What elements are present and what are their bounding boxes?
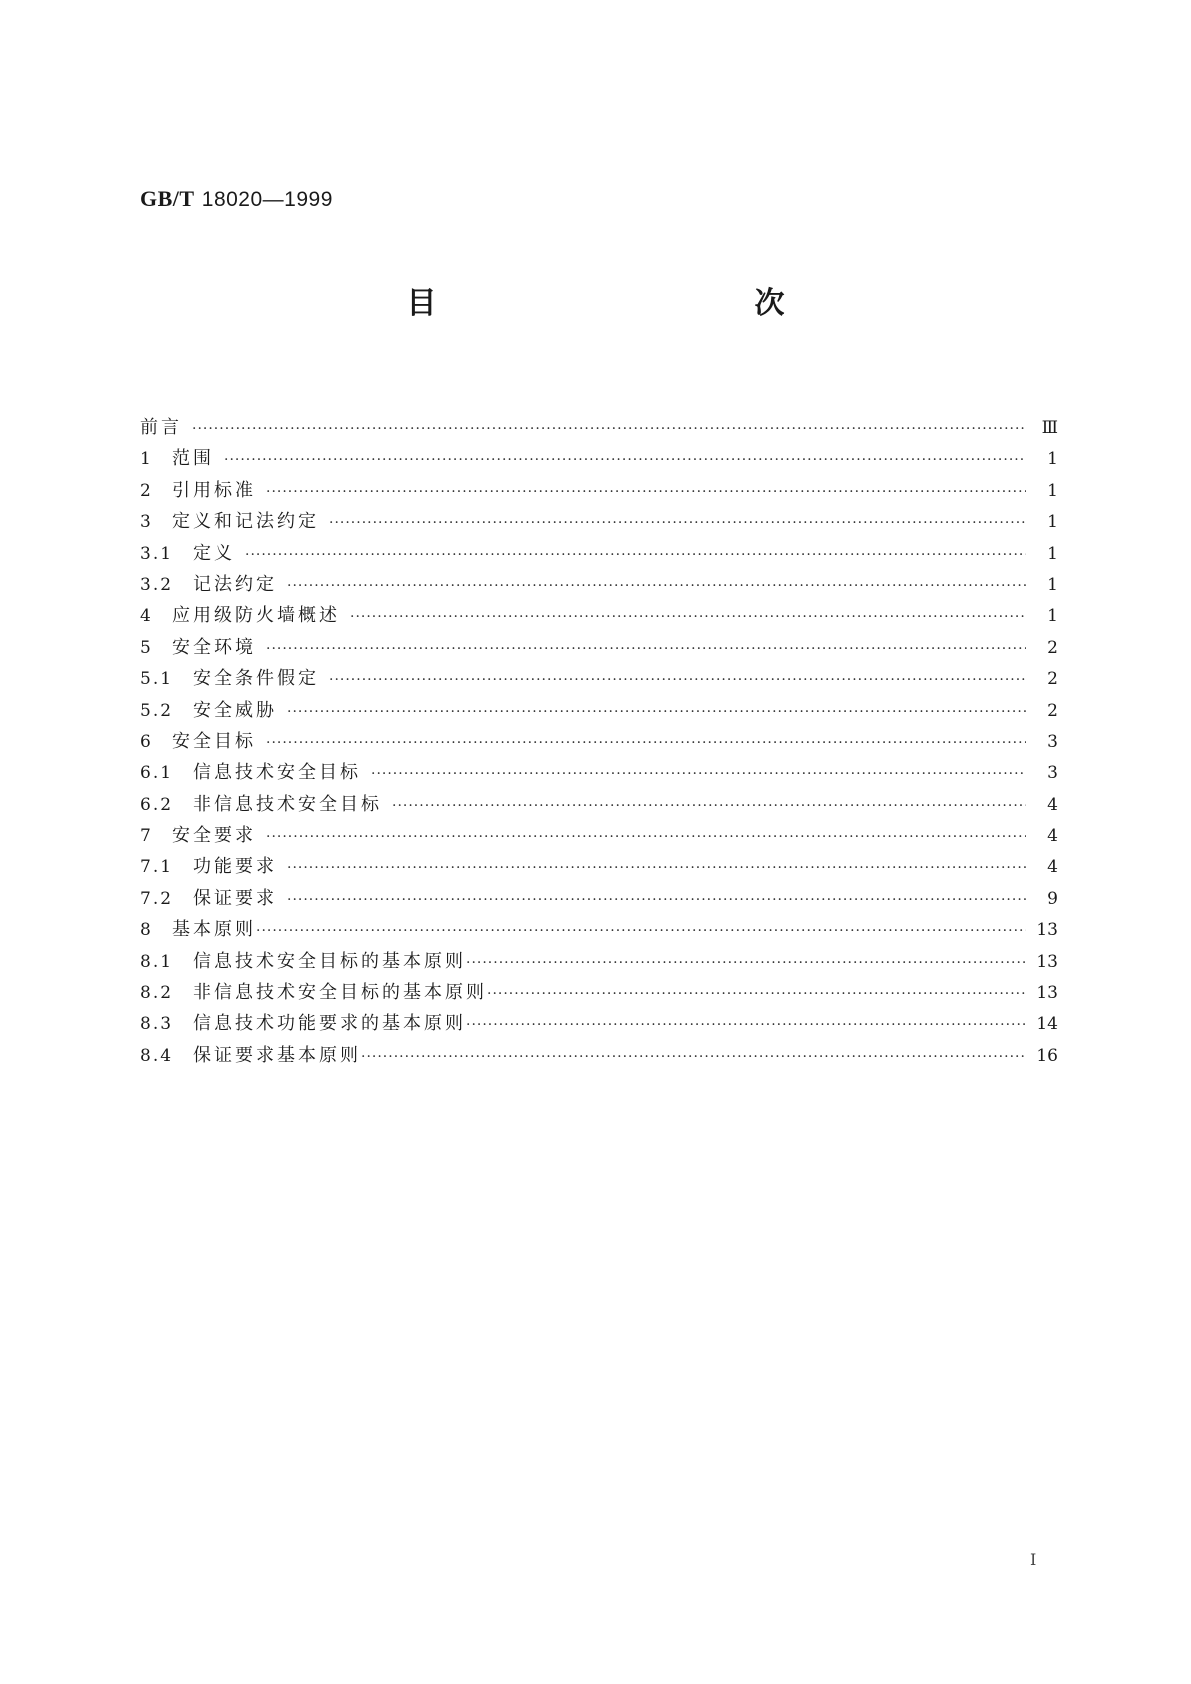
toc-entry-page: 14: [1036, 1014, 1058, 1035]
toc-entry-page: 1: [1047, 512, 1058, 533]
toc-entry-page: 1: [1047, 480, 1058, 501]
toc-entry-number: 4: [140, 606, 153, 627]
toc-entry[interactable]: [140, 506, 1058, 537]
toc-entry-label: 非信息技术安全目标的基本原则: [193, 982, 487, 1004]
toc-dot-leader: [266, 822, 1026, 853]
toc-dot-leader: [266, 728, 1026, 759]
toc-dot-leader: [224, 445, 1026, 476]
toc-entry-page: 1: [1047, 574, 1058, 595]
toc-dot-leader: [361, 1042, 1026, 1073]
toc-entry-page: 2: [1047, 669, 1058, 690]
toc-entry-label: 保证要求: [193, 887, 277, 909]
toc-dot-leader: [245, 540, 1026, 571]
toc-entry[interactable]: [140, 820, 1058, 851]
toc-entry-number: 5.1: [140, 669, 174, 690]
toc-entry[interactable]: [140, 726, 1058, 757]
toc-entry-label: 引用标准: [172, 479, 256, 501]
toc-dot-leader: [329, 665, 1026, 696]
toc-entry[interactable]: [140, 946, 1058, 977]
page-title: 目 次: [406, 286, 871, 321]
toc-entry-label: 安全目标: [172, 730, 256, 752]
toc-dot-leader: [266, 477, 1026, 508]
toc-entry[interactable]: [140, 757, 1058, 788]
toc-entry[interactable]: [140, 1008, 1058, 1039]
toc-dot-leader: [266, 634, 1026, 665]
toc-entry-number: 7: [140, 826, 153, 847]
toc-entry-number: 3.1: [140, 543, 174, 564]
toc-entry-page: 2: [1047, 637, 1058, 658]
toc-entry[interactable]: [140, 412, 1058, 443]
toc-dot-leader: [466, 948, 1026, 979]
toc-dot-leader: [192, 414, 1026, 445]
toc-entry-number: 8.4: [140, 1045, 174, 1066]
toc-dot-leader: [466, 1010, 1026, 1041]
toc-entry-number: 8.3: [140, 1014, 174, 1035]
toc-entry[interactable]: [140, 663, 1058, 694]
toc-entry-page: 3: [1047, 731, 1058, 752]
toc-entry-page: 1: [1047, 449, 1058, 470]
toc-entry-label: 定义: [193, 542, 235, 564]
toc-entry-number: 5.2: [140, 700, 174, 721]
toc-entry-label: 应用级防火墙概述: [172, 605, 340, 627]
toc-entry-number: 8: [140, 920, 153, 941]
toc-entry-page: 3: [1047, 763, 1058, 784]
toc-entry-page: Ⅲ: [1041, 418, 1058, 438]
toc-entry-label: 保证要求基本原则: [193, 1044, 361, 1066]
toc-entry-number: 6.1: [140, 763, 174, 784]
toc-entry-page: 4: [1047, 826, 1058, 847]
toc-entry[interactable]: [140, 851, 1058, 882]
toc-entry-number: 7.1: [140, 857, 174, 878]
toc-entry[interactable]: [140, 914, 1058, 945]
toc-dot-leader: [287, 885, 1026, 916]
toc-entry-label: 范围: [172, 448, 214, 470]
toc-dot-leader: [256, 916, 1026, 947]
toc-entry[interactable]: [140, 695, 1058, 726]
toc-entry-label: 前言: [140, 417, 182, 438]
toc-entry[interactable]: [140, 789, 1058, 820]
toc-entry-label: 安全威胁: [193, 699, 277, 721]
toc-entry-page: 4: [1047, 857, 1058, 878]
toc-entry-page: 13: [1036, 951, 1058, 972]
toc-entry-label: 定义和记法约定: [172, 511, 319, 533]
toc-entry-label: 安全条件假定: [193, 668, 319, 690]
standard-code: [140, 186, 333, 212]
toc-entry-label: 记法约定: [193, 573, 277, 595]
toc-entry-page: 13: [1036, 920, 1058, 941]
toc-entry-label: 安全要求: [172, 825, 256, 847]
toc-entry-number: 7.2: [140, 888, 174, 909]
toc-entry[interactable]: [140, 569, 1058, 600]
toc-entry-page: 13: [1036, 983, 1058, 1004]
toc-entry-label: 安全环境: [172, 636, 256, 658]
toc-entry-label: 信息技术安全目标: [193, 762, 361, 784]
toc-entry-label: 基本原则: [172, 919, 256, 941]
standard-prefix: GB/T: [140, 186, 195, 211]
toc-entry-number: 5: [140, 637, 153, 658]
toc-dot-leader: [287, 571, 1026, 602]
toc-entry[interactable]: [140, 883, 1058, 914]
toc-dot-leader: [371, 759, 1026, 790]
toc-entry-page: 2: [1047, 700, 1058, 721]
table-of-contents: [140, 412, 1058, 1071]
page-number: Ⅰ: [1030, 1550, 1037, 1569]
toc-dot-leader: [287, 697, 1026, 728]
standard-number: 18020—1999: [201, 188, 333, 211]
toc-entry-number: 2: [140, 480, 153, 501]
toc-entry[interactable]: [140, 538, 1058, 569]
toc-entry-number: 8.2: [140, 983, 174, 1004]
toc-entry-page: 16: [1036, 1045, 1058, 1066]
toc-entry[interactable]: [140, 977, 1058, 1008]
toc-entry-number: 6: [140, 731, 153, 752]
toc-entry-label: 功能要求: [193, 856, 277, 878]
toc-dot-leader: [287, 853, 1026, 884]
toc-entry[interactable]: [140, 600, 1058, 631]
toc-entry-label: 非信息技术安全目标: [193, 793, 382, 815]
toc-entry[interactable]: [140, 475, 1058, 506]
toc-entry-number: 3: [140, 512, 153, 533]
toc-entry-number: 8.1: [140, 951, 174, 972]
toc-entry[interactable]: [140, 443, 1058, 474]
toc-entry-label: 信息技术安全目标的基本原则: [193, 950, 466, 972]
toc-entry-number: 1: [140, 449, 153, 470]
toc-dot-leader: [392, 791, 1026, 822]
toc-entry-page: 9: [1047, 888, 1058, 909]
toc-dot-leader: [329, 508, 1026, 539]
toc-entry-page: 4: [1047, 794, 1058, 815]
toc-dot-leader: [487, 979, 1026, 1010]
toc-entry-label: 信息技术功能要求的基本原则: [193, 1013, 466, 1035]
toc-entry-page: 1: [1047, 606, 1058, 627]
toc-dot-leader: [350, 602, 1026, 633]
toc-entry-number: 3.2: [140, 574, 174, 595]
toc-entry-page: 1: [1047, 543, 1058, 564]
toc-entry-number: 6.2: [140, 794, 174, 815]
toc-entry[interactable]: [140, 1040, 1058, 1071]
toc-entry[interactable]: [140, 632, 1058, 663]
